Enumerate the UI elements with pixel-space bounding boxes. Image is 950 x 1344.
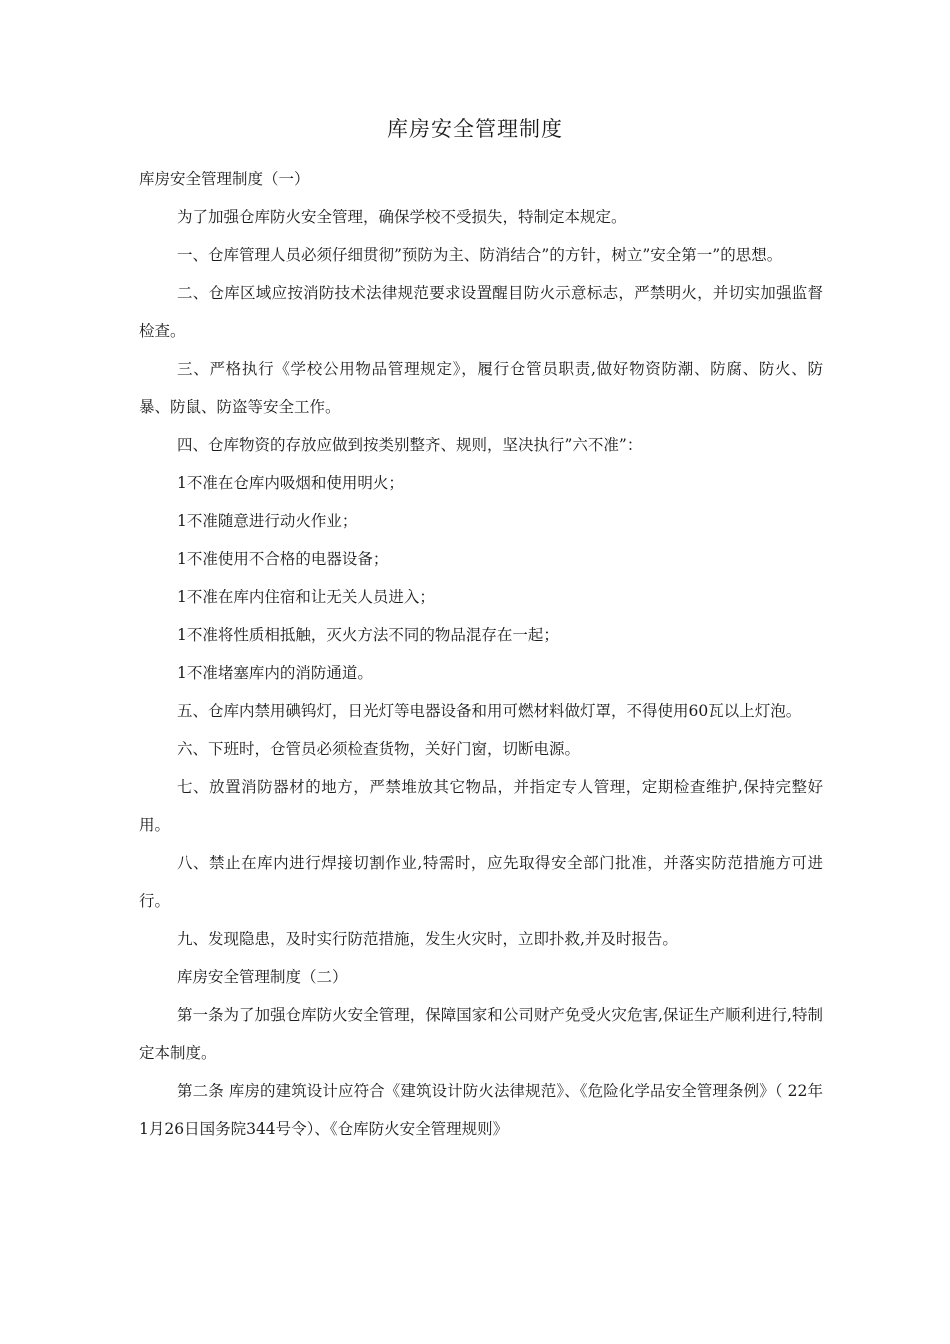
paragraph-item-6: 六、下班时，仓管员必须检查货物，关好门窗，切断电源。 [177, 740, 581, 758]
rule-list-item: 1不准在仓库内吸烟和使用明火； [177, 474, 404, 492]
rule-list-item: 1不准随意进行动火作业； [177, 512, 358, 530]
paragraph-item-9: 九、发现隐患，及时实行防范措施，发生火灾时，立即扑救,并及时报告。 [177, 930, 678, 948]
article-1: 第一条为了加强仓库防火安全管理，保障国家和公司财产免受火灾危害,保证生产顺利进行,特制定本制度。 [139, 1006, 823, 1062]
rule-list-item: 1不准使用不合格的电器设备； [177, 550, 389, 568]
document-title: 库房安全管理制度 [387, 117, 563, 141]
article-2: 第二条 库房的建筑设计应符合《建筑设计防火法律规范》、《危险化学品安全管理条例》（ 22年1月26日国务院344号令）、《仓库防火安全管理规则》 [139, 1082, 823, 1138]
paragraph-item-2: 二、仓库区域应按消防技术法律规范要求设置醒目防火示意标志，严禁明火，并切实加强监督检查。 [139, 284, 823, 340]
paragraph-item-8: 八、禁止在库内进行焊接切割作业,特需时，应先取得安全部门批准，并落实防范措施方可进行。 [139, 854, 823, 910]
section-heading-2: 库房安全管理制度（二） [177, 968, 348, 986]
rule-list-item: 1不准在库内住宿和让无关人员进入； [177, 588, 435, 606]
rule-list-item: 1不准将性质相抵触，灭火方法不同的物品混存在一起； [177, 626, 559, 644]
paragraph-item-7: 七、放置消防器材的地方，严禁堆放其它物品，并指定专人管理，定期检查维护,保持完整好用。 [139, 778, 823, 834]
paragraph-item-1: 一、仓库管理人员必须仔细贯彻”预防为主、防消结合”的方针，树立”安全第一”的思想。 [177, 246, 783, 264]
paragraph-item-3: 三、严格执行《学校公用物品管理规定》，履行仓管员职责,做好物资防潮、防腐、防火、防暴、防鼠、防盗等安全工作。 [139, 360, 823, 416]
paragraph-item-4: 四、仓库物资的存放应做到按类别整齐、规则，坚决执行”六不准”： [177, 436, 643, 454]
section-heading-1: 库房安全管理制度（一） [139, 170, 310, 188]
paragraph-intro: 为了加强仓库防火安全管理，确保学校不受损失，特制定本规定。 [177, 208, 627, 226]
paragraph-item-5: 五、仓库内禁用碘钨灯，日光灯等电器设备和用可燃材料做灯罩，不得使用60瓦以上灯泡。 [177, 702, 802, 720]
document-body [139, 160, 823, 1148]
rule-list-item: 1不准堵塞库内的消防通道。 [177, 664, 373, 682]
